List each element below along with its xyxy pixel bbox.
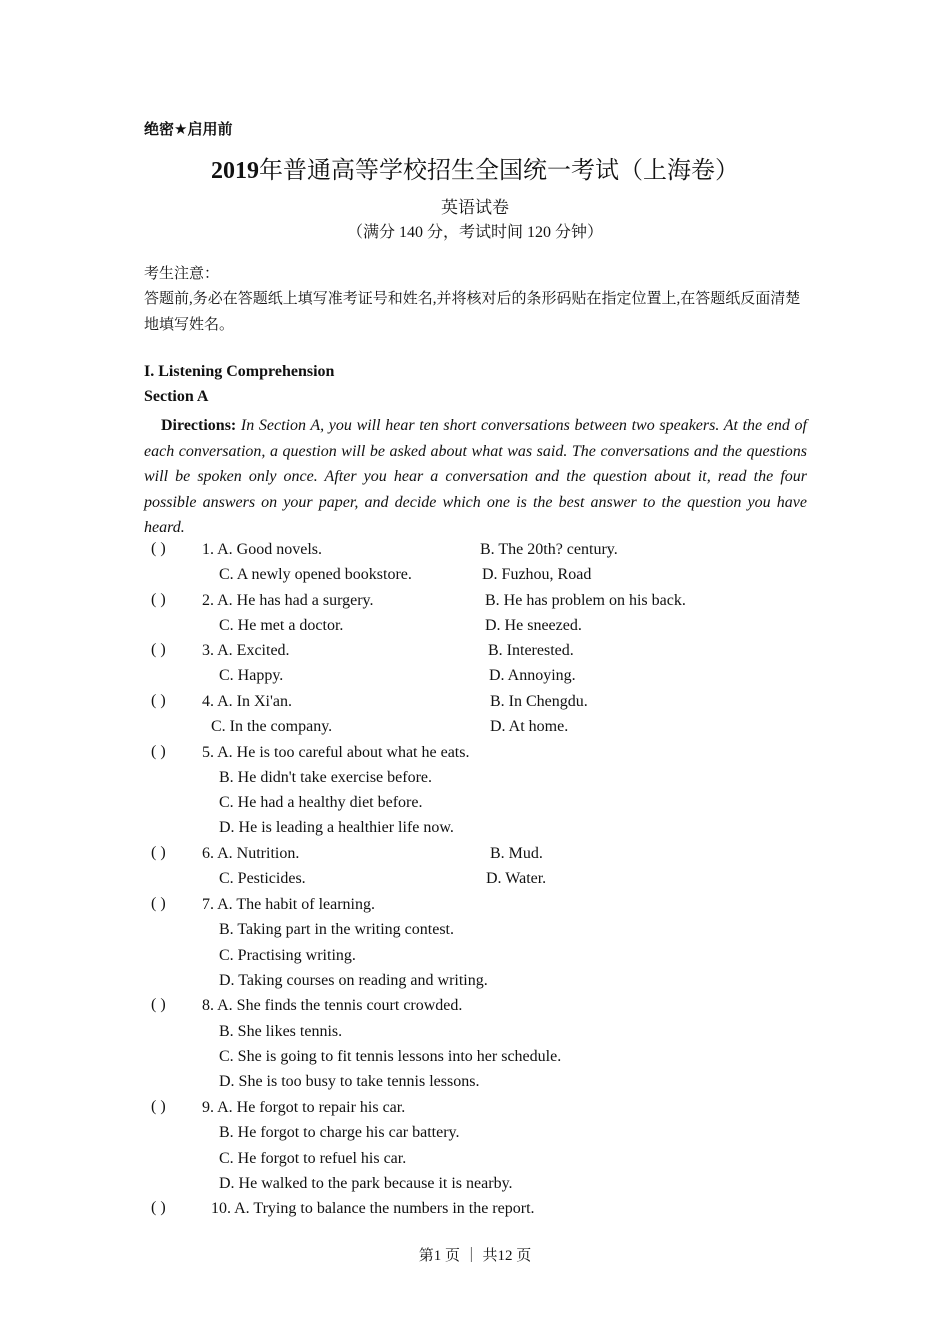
q7-option-d: D. Taking courses on reading and writing. (219, 972, 488, 989)
q1-option-a: 1. A. Good novels. (202, 541, 322, 558)
notice-text: 答题前,务必在答题纸上填写准考证号和姓名,并将核对后的条形码贴在指定位置上,在答题纸反面清楚地填写姓名。 (144, 291, 801, 333)
q2-option-d: D. He sneezed. (485, 617, 582, 634)
directions-text: In Section A, you will hear ten short conversations between two speakers. At the end of each conversation, a question will be asked about what was said. The conversations and the questions will be spoken only once. After you hear a conversation and the question about it, read the four possible answers on your paper, and decide which one is the best answer to the question you have heard. (144, 417, 808, 536)
q3-option-b: B. Interested. (488, 642, 574, 659)
answer-paren-8[interactable]: ( ) (151, 996, 166, 1013)
q6-option-c: C. Pesticides. (219, 870, 306, 887)
directions (144, 413, 807, 541)
answer-paren-3[interactable]: ( ) (151, 641, 166, 658)
q3-option-d: D. Annoying. (489, 667, 576, 684)
q5-option-b: B. He didn't take exercise before. (219, 769, 433, 786)
q9-option-d: D. He walked to the park because it is nearby. (219, 1175, 513, 1192)
q10-option-a: 10. A. Trying to balance the numbers in the report. (211, 1200, 535, 1217)
q1-option-d: D. Fuzhou, Road (482, 566, 592, 583)
q6-option-a: 6. A. Nutrition. (202, 845, 300, 862)
q1-option-c: C. A newly opened bookstore. (219, 566, 412, 583)
notice-label: 考生注意： (144, 266, 220, 282)
q6-option-d: D. Water. (486, 870, 547, 887)
part-heading: I. Listening Comprehension (144, 363, 335, 380)
answer-paren-1[interactable]: ( ) (151, 540, 166, 557)
section-heading: Section A (144, 388, 209, 405)
answer-paren-4[interactable]: ( ) (151, 692, 166, 709)
q9-option-c: C. He forgot to refuel his car. (219, 1150, 407, 1167)
confidential-mark: 绝密★启用前 (144, 120, 233, 138)
answer-paren-5[interactable]: ( ) (151, 743, 166, 760)
answer-paren-10[interactable]: ( ) (151, 1199, 166, 1216)
q3-option-c: C. Happy. (219, 667, 284, 684)
exam-subject: 英语试卷 (441, 198, 509, 217)
answer-paren-9[interactable]: ( ) (151, 1098, 166, 1115)
q4-option-a: 4. A. In Xi'an. (202, 693, 292, 710)
answer-paren-2[interactable]: ( ) (151, 591, 166, 608)
q4-option-d: D. At home. (490, 718, 569, 735)
q5-option-c: C. He had a healthy diet before. (219, 794, 423, 811)
exam-title (0, 150, 950, 185)
q9-option-a: 9. A. He forgot to repair his car. (202, 1099, 406, 1116)
answer-paren-7[interactable]: ( ) (151, 895, 166, 912)
title-text: 年普通高等学校招生全国统一考试（上海卷） (259, 158, 739, 184)
q8-option-c: C. She is going to fit tennis lessons into her schedule. (219, 1048, 562, 1065)
q8-option-d: D. She is too busy to take tennis lessons. (219, 1073, 480, 1090)
q4-option-b: B. In Chengdu. (490, 693, 588, 710)
q8-option-a: 8. A. She finds the tennis court crowded. (202, 997, 463, 1014)
directions-label: Directions: (161, 417, 237, 434)
q2-option-c: C. He met a doctor. (219, 617, 344, 634)
q7-option-c: C. Practising writing. (219, 947, 356, 964)
q6-option-b: B. Mud. (490, 845, 543, 862)
q7-option-b: B. Taking part in the writing contest. (219, 921, 454, 938)
q2-option-a: 2. A. He has had a surgery. (202, 592, 374, 609)
exam-info: （满分 140 分，考试时间 120 分钟） (346, 224, 603, 241)
q9-option-b: B. He forgot to charge his car battery. (219, 1124, 460, 1141)
q5-option-d: D. He is leading a healthier life now. (219, 819, 454, 836)
q5-option-a: 5. A. He is too careful about what he eats. (202, 744, 470, 761)
q3-option-a: 3. A. Excited. (202, 642, 290, 659)
answer-paren-6[interactable]: ( ) (151, 844, 166, 861)
q7-option-a: 7. A. The habit of learning. (202, 896, 375, 913)
title-year: 2019 (211, 158, 259, 184)
q2-option-b: B. He has problem on his back. (485, 592, 686, 609)
page-footer: 第1 页 ｜ 共12 页 (418, 1248, 532, 1264)
q8-option-b: B. She likes tennis. (219, 1023, 343, 1040)
q4-option-c: C. In the company. (211, 718, 333, 735)
q1-option-b: B. The 20th? century. (480, 541, 618, 558)
